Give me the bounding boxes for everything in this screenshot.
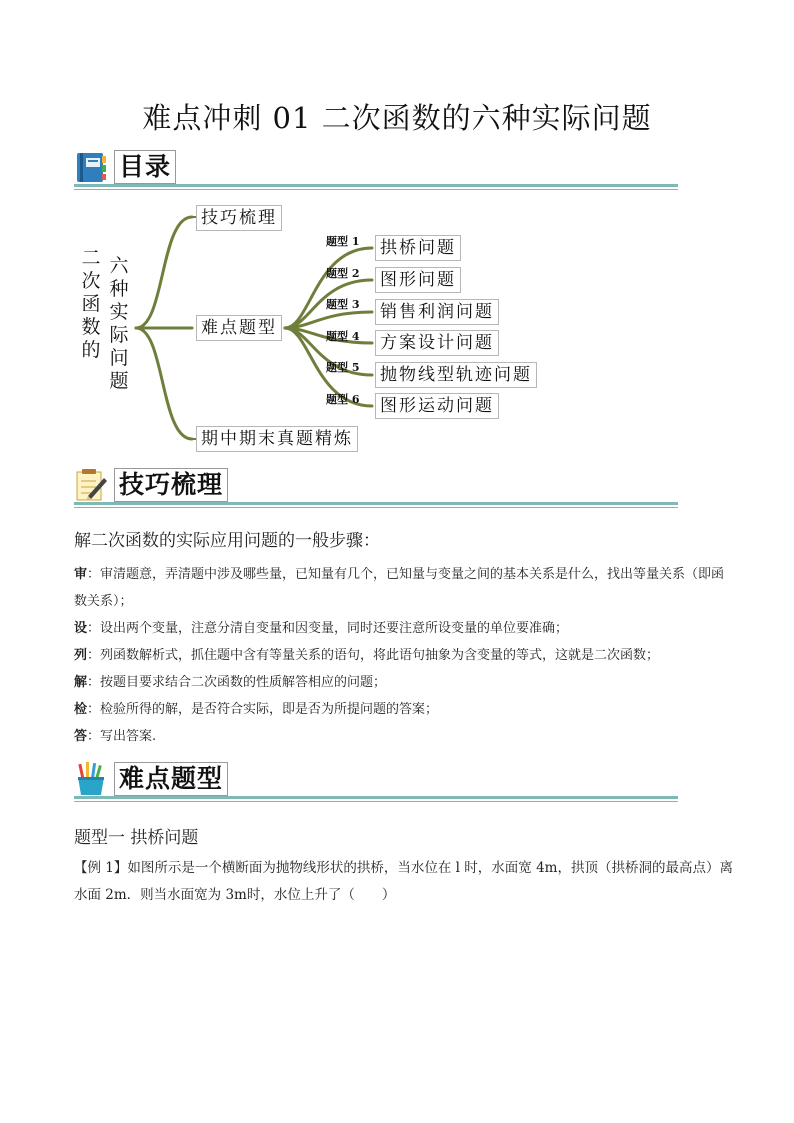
mind-map-tag: 题型 3 (326, 298, 360, 311)
section-rule-thin (74, 801, 678, 802)
step-key: 答 (74, 729, 88, 744)
example-1 (74, 855, 734, 909)
step-text: ：列函数解析式，抓住题中含有等量关系的语句，将此语句抽象为含变量的等式，这就是二次函数； (87, 648, 660, 663)
step-item (74, 642, 734, 669)
step-item (74, 615, 734, 642)
mind-map-item: 方案设计问题 (375, 330, 499, 356)
mind-map-item: 抛物线型轨迹问题 (375, 362, 537, 388)
mind-map (0, 195, 794, 460)
section-heading-skills: 技巧梳理 (114, 468, 228, 502)
section-skills (74, 466, 678, 508)
step-text: ：写出答案. (87, 729, 157, 744)
pencil-cup-icon (74, 762, 108, 796)
notepad-pen-icon (74, 468, 108, 502)
section-rule (74, 502, 678, 505)
step-text: ：按题目要求结合二次函数的性质解答相应的问题； (87, 675, 387, 690)
mind-map-branch-types: 难点题型 (196, 315, 282, 341)
type1-heading: 题型一 拱桥问题 (74, 828, 199, 848)
step-item (74, 669, 734, 696)
step-text: ：检验所得的解，是否符合实际，即是否为所提问题的答案； (87, 702, 439, 717)
section-toc (74, 148, 678, 190)
section-heading-toc: 目录 (114, 150, 176, 184)
page-title: 难点冲刺 01 二次函数的六种实际问题 (142, 101, 652, 135)
mind-map-branch-exam: 期中期末真题精炼 (196, 426, 358, 452)
notebook-icon (74, 150, 108, 184)
example-text: 如图所示是一个横断面为抛物线形状的拱桥，当水位在 l 时，水面宽 4m，拱顶（拱桥洞的最高点）离水面 2m．则当水面宽为 3m时，水位上升了（ ） (74, 860, 733, 903)
mind-map-branch-skills: 技巧梳理 (196, 205, 282, 231)
step-text: ：设出两个变量，注意分清自变量和因变量，同时还要注意所设变量的单位要准确； (87, 621, 569, 636)
section-rule (74, 184, 678, 187)
step-key: 审 (74, 567, 88, 582)
section-rule-thin (74, 189, 678, 190)
step-item (74, 561, 734, 615)
section-types (74, 760, 678, 802)
mind-map-item: 拱桥问题 (375, 235, 461, 261)
section-rule (74, 796, 678, 799)
step-item (74, 696, 734, 723)
example-tag: 【例 1】 (74, 860, 128, 876)
step-key: 解 (74, 675, 88, 690)
mind-map-tag: 题型 2 (326, 267, 360, 280)
step-text: ：审清题意，弄清题中涉及哪些量，已知量有几个，已知量与变量之间的基本关系是什么，找出等量关系（即函数关系）； (74, 567, 725, 609)
mind-map-tag: 题型 4 (326, 330, 360, 343)
mind-map-item: 图形运动问题 (375, 393, 499, 419)
mind-map-tag: 题型 5 (326, 361, 360, 374)
step-item (74, 723, 734, 750)
mind-map-root-line1: 六种实际问题 (109, 255, 129, 392)
section-heading-types: 难点题型 (114, 762, 228, 796)
step-key: 设 (74, 621, 88, 636)
mind-map-tag: 题型 6 (326, 393, 360, 406)
mind-map-item: 销售利润问题 (375, 299, 499, 325)
step-key: 检 (74, 702, 88, 717)
mind-map-tag: 题型 1 (326, 235, 360, 248)
mind-map-item: 图形问题 (375, 267, 461, 293)
mind-map-root-line2: 二次函数的 (81, 247, 101, 361)
section-rule-thin (74, 507, 678, 508)
steps-lead: 解二次函数的实际应用问题的一般步骤： (74, 531, 380, 551)
step-key: 列 (74, 648, 88, 663)
